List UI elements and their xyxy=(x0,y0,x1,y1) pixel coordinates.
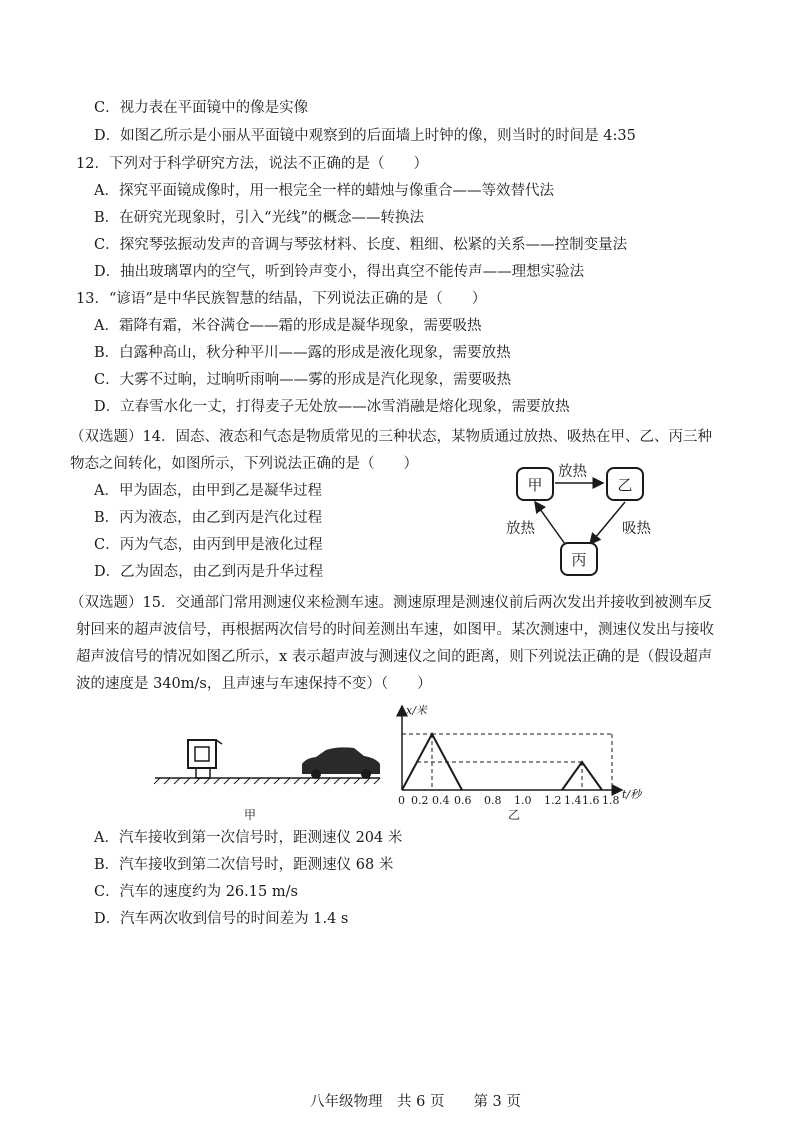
tick-0-4: 0.4 xyxy=(432,794,450,807)
q13-option-a: A．霜降有霜，米谷满仓——霜的形成是凝华现象，需要吸热 xyxy=(94,318,482,334)
q15-option-c: C．汽车的速度约为 26.15 m/s xyxy=(94,884,298,900)
q15-figure-drawing xyxy=(150,700,650,830)
q15-figure xyxy=(150,700,650,830)
q15-stem-line3: 超声波信号的情况如图乙所示，x 表示超声波与测速仪之间的距离，则下列说法正确的是（假设超声 xyxy=(76,649,713,665)
q13-option-d: D．立春雪水化一丈，打得麦子无处放——冰雪消融是熔化现象，需要放热 xyxy=(94,399,570,415)
state-box-b: 乙 xyxy=(606,467,644,501)
label-c-to-a: 放热 xyxy=(506,521,535,537)
graph-y-label: x/米 xyxy=(406,704,427,717)
state-cycle-diagram xyxy=(500,462,670,582)
q15-option-b: B．汽车接收到第二次信号时，距测速仪 68 米 xyxy=(94,857,394,873)
tick-1-6: 1.6 xyxy=(582,794,600,807)
tick-0: 0 xyxy=(398,794,405,807)
car xyxy=(302,747,380,779)
xt-graph xyxy=(402,706,622,790)
q15-option-d: D．汽车两次收到信号的时间差为 1.4 s xyxy=(94,911,349,927)
q13-stem: 13．“谚语”是中华民族智慧的结晶，下列说法正确的是（ ） xyxy=(76,291,487,307)
tick-0-8: 0.8 xyxy=(484,794,502,807)
graph-x-label: t/秒 xyxy=(622,788,642,801)
q11-option-c: C．视力表在平面镜中的像是实像 xyxy=(94,100,309,116)
q12-stem: 12．下列对于科学研究方法，说法不正确的是（ ） xyxy=(76,156,428,172)
speed-gun xyxy=(188,740,222,778)
tick-0-6: 0.6 xyxy=(454,794,472,807)
q12-option-c: C．探究琴弦振动发声的音调与琴弦材料、长度、粗细、松紧的关系——控制变量法 xyxy=(94,237,628,253)
q14-option-b: B．丙为液态，由乙到丙是汽化过程 xyxy=(94,510,323,526)
q12-option-d: D．抽出玻璃罩内的空气，听到铃声变小，得出真空不能传声——理想实验法 xyxy=(94,264,585,280)
q15-stem-line2: 射回来的超声波信号，再根据两次信号的时间差测出车速，如图甲。某次测速中，测速仪发出与接收 xyxy=(76,622,714,638)
label-a-to-b: 放热 xyxy=(558,464,587,480)
q14-stem-line1: （双选题）14．固态、液态和气态是物质常见的三种状态，某物质通过放热、吸热在甲、乙、丙三种 xyxy=(70,429,712,445)
q15-stem-line4: 波的速度是 340m/s，且声速与车速保持不变）（ ） xyxy=(76,676,432,692)
state-box-c: 丙 xyxy=(560,542,598,576)
state-box-a: 甲 xyxy=(516,467,554,501)
ground-hatch xyxy=(154,778,380,784)
tick-1-2: 1.2 xyxy=(544,794,562,807)
arrow-b-to-c xyxy=(590,502,625,544)
q12-option-a: A．探究平面镜成像时，用一根完全一样的蜡烛与像重合——等效替代法 xyxy=(94,183,554,199)
q13-option-b: B．白露种高山，秋分种平川——露的形成是液化现象，需要放热 xyxy=(94,345,511,361)
tick-1-4: 1.4 xyxy=(564,794,582,807)
figure-a-label: 甲 xyxy=(244,808,257,822)
q11-option-d: D．如图乙所示是小丽从平面镜中观察到的后面墙上时钟的像，则当时的时间是 4:35 xyxy=(94,128,636,144)
figure-b-label: 乙 xyxy=(508,808,521,822)
tick-1-8: 1.8 xyxy=(602,794,620,807)
q14-option-d: D．乙为固态，由乙到丙是升华过程 xyxy=(94,564,324,580)
tick-1-0: 1.0 xyxy=(514,794,532,807)
page-footer: 八年级物理 共 6 页 第 3 页 xyxy=(310,1094,521,1110)
q13-option-c: C．大雾不过晌，过晌听雨响——雾的形成是汽化现象，需要吸热 xyxy=(94,372,512,388)
q15-option-a: A．汽车接收到第一次信号时，距测速仪 204 米 xyxy=(94,830,403,846)
label-b-to-c: 吸热 xyxy=(622,521,651,537)
q15-stem-line1: （双选题）15．交通部门常用测速仪来检测车速。测速原理是测速仪前后两次发出并接收到被测车反 xyxy=(70,595,712,611)
q12-option-b: B．在研究光现象时，引入“光线”的概念——转换法 xyxy=(94,210,424,226)
q14-option-c: C．丙为气态，由丙到甲是液化过程 xyxy=(94,537,323,553)
q14-stem-line2: 物态之间转化，如图所示，下列说法正确的是（ ） xyxy=(70,456,418,472)
arrow-c-to-a xyxy=(535,502,565,544)
tick-0-2: 0.2 xyxy=(411,794,429,807)
q14-option-a: A．甲为固态，由甲到乙是凝华过程 xyxy=(94,483,322,499)
